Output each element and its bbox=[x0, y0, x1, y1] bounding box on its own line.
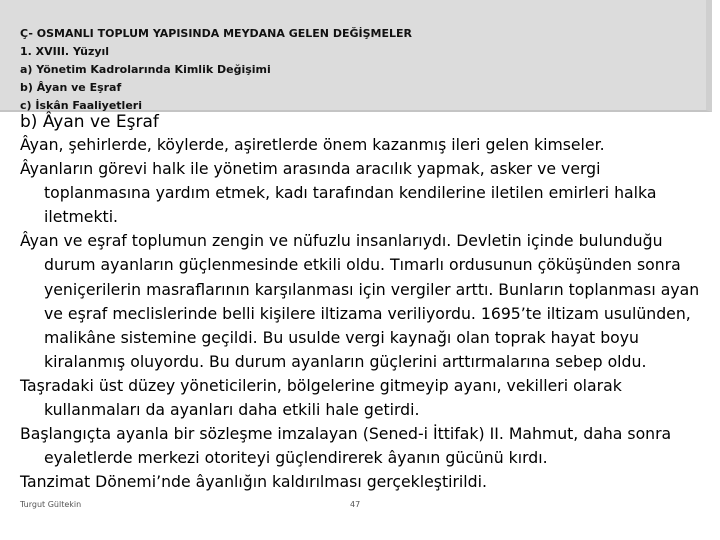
slide-title: b) Âyan ve Eşraf bbox=[20, 112, 159, 132]
paragraph: Başlangıçta ayanla bir sözleşme imzalayan (Sened-i İttifak) II. Mahmut, daha sonra eyaletlerde merkezi otoriteyi güçlendirerek âyanın gücünü kırdı. bbox=[20, 424, 672, 468]
paragraph: Tanzimat Dönemi’nde âyanlığın kaldırılması gerçekleştirildi. bbox=[20, 472, 487, 492]
body-text bbox=[20, 133, 705, 494]
outline-item-a: a) Yönetim Kadrolarında Kimlik Değişimi bbox=[20, 63, 271, 76]
paragraph: Âyan, şehirlerde, köylerde, aşiretlerde önem kazanmış ileri gelen kimseler. bbox=[20, 135, 605, 154]
outline-item-b: b) Âyan ve Eşraf bbox=[20, 81, 122, 94]
section-header-box bbox=[0, 0, 712, 112]
outline-item-century: 1. XVIII. Yüzyıl bbox=[20, 45, 110, 58]
footer-author: Turgut Gültekin bbox=[20, 500, 82, 509]
paragraph: Âyan ve eşraf toplumun zengin ve nüfuzlu insanlarıydı. Devletin içinde bulunduğu durum ayanların güçlenmesinde etkili oldu. Tımarlı ordusunun çöküşünden sonra yeniçerilerin masraflarının karşılanması için vergiler arttı. Bunların toplanması ayan ve eşraf meclislerinde belli kişilere iltizama veriliyordu. 1695’te iltizam usulünden, malikâne sistemine geçildi. Bu usulde vergi kaynağı olan toprak hayat boyu kiralanmış oluyordu. Bu durum ayanların güçlerini arttırmalarına sebep oldu. bbox=[20, 231, 700, 371]
paragraph: Âyanların görevi halk ile yönetim arasında aracılık yapmak, asker ve vergi toplanmasına yardım etmek, kadı tarafından kendilerine iletilen emirleri halka iletmekti. bbox=[20, 159, 657, 227]
outline-heading: Ç- OSMANLI TOPLUM YAPISINDA MEYDANA GELEN DEĞİŞMELER bbox=[20, 27, 412, 40]
outline-item-c: c) İskân Faaliyetleri bbox=[20, 99, 142, 112]
paragraph: Taşradaki üst düzey yöneticilerin, bölgelerine gitmeyip ayanı, vekilleri olarak kullanmaları da ayanları daha etkili hale getirdi. bbox=[20, 375, 622, 420]
section-outline bbox=[20, 25, 412, 115]
page-number: 47 bbox=[350, 500, 361, 509]
